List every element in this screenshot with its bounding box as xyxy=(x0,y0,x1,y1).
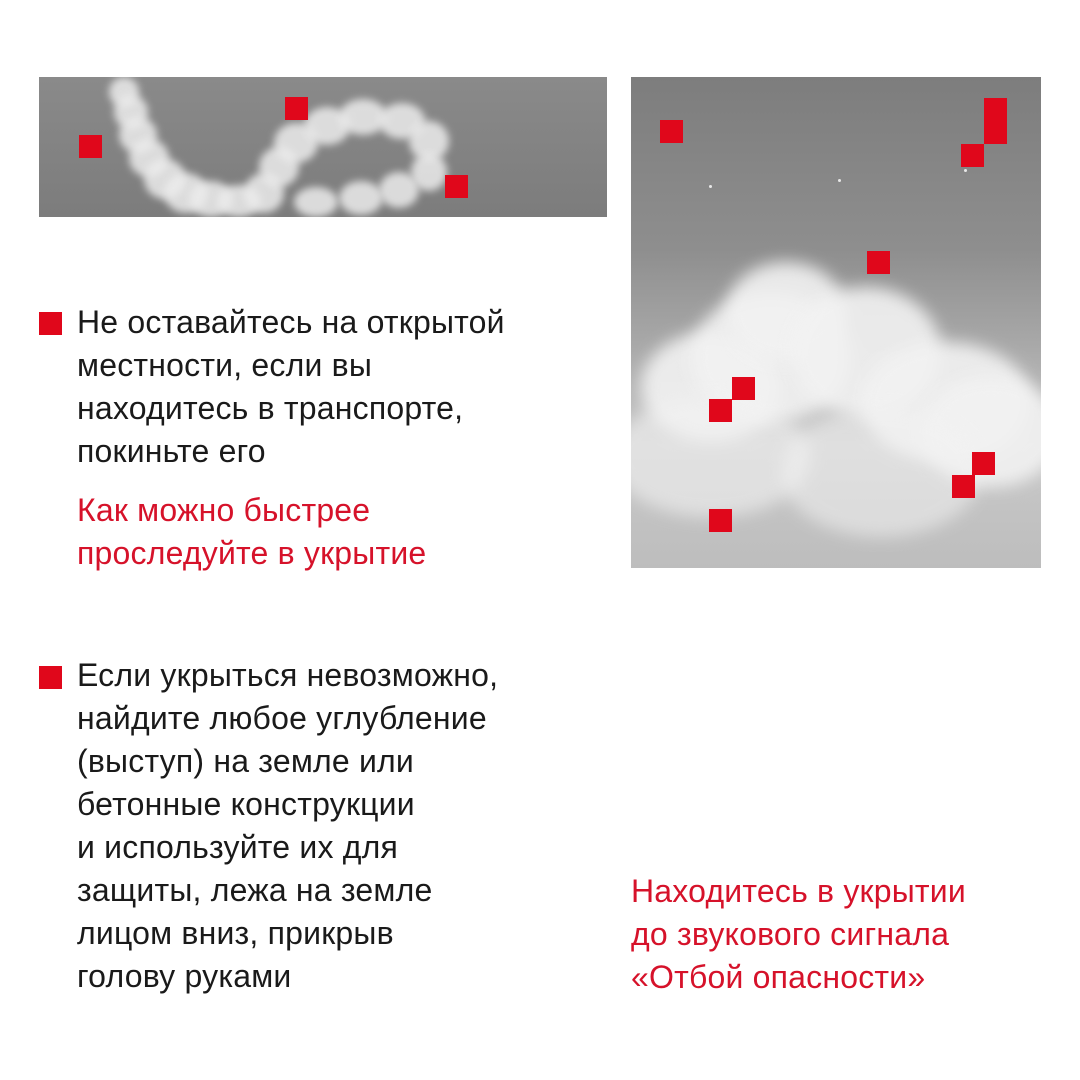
pixel-square-decoration xyxy=(972,452,995,475)
pixel-square-decoration xyxy=(984,98,1007,121)
bullet-square xyxy=(39,666,62,689)
pixel-square-decoration xyxy=(709,509,732,532)
pixel-square-decoration xyxy=(285,97,308,120)
footer-note: Находитесь в укрытии до звукового сигнала «Отбой опасности» xyxy=(631,873,966,995)
pixel-square-decoration xyxy=(79,135,102,158)
instruction-text-2: Если укрыться невозможно, найдите любое углубление (выступ) на земле или бетонные конструкции и используйте их для защиты, лежа на земле лицом вниз, прикрыв голову руками xyxy=(77,657,499,994)
instruction-text-1: Не оставайтесь на открытой местности, если вы находитесь в транспорте, покиньте его xyxy=(77,304,505,469)
pixel-square-decoration xyxy=(867,251,890,274)
instruction-note-1: Как можно быстрее проследуйте в укрытие xyxy=(77,492,427,571)
pixel-square-decoration xyxy=(984,121,1007,144)
pixel-square-decoration xyxy=(709,399,732,422)
bullet-square xyxy=(39,312,62,335)
pixel-square-decoration xyxy=(445,175,468,198)
pixel-square-decoration xyxy=(952,475,975,498)
clouds-photo xyxy=(631,77,1041,568)
smoke-trail-photo xyxy=(39,77,607,217)
pixel-square-decoration xyxy=(660,120,683,143)
pixel-square-decoration xyxy=(732,377,755,400)
pixel-square-decoration xyxy=(961,144,984,167)
